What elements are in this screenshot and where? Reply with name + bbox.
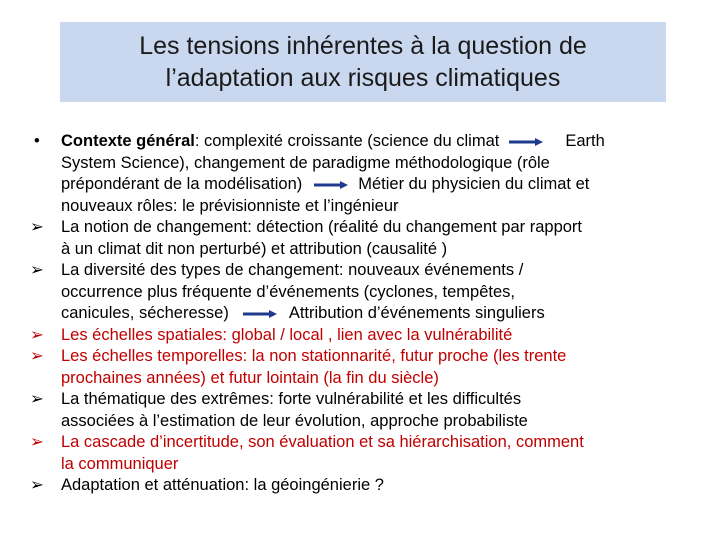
item-text: : complexité croissante (science du climat [194,132,500,150]
item-text: Adaptation et atténuation: la géoingénierie ? [61,476,384,494]
arrow-right-icon [243,310,277,318]
arrow-right-icon [509,138,543,146]
item-text: Les échelles temporelles: la non stationnarité, futur proche (les trente [61,347,567,365]
item-text: Métier du physicien du climat et [358,175,590,193]
list-item [0,432,720,475]
arrow-bullet-icon: ➢ [30,390,44,408]
item-text: Attribution d’événements singuliers [288,304,545,322]
item-text: canicules, sécheresse) [61,304,229,322]
item-heading: Contexte général [61,132,195,150]
arrow-bullet-icon: ➢ [30,347,44,365]
title-line-1: Les tensions inhérentes à la question de [139,32,587,60]
arrow-bullet-icon: ➢ [30,261,44,279]
item-text: prépondérant de la modélisation) [61,175,303,193]
item-text: La diversité des types de changement: nouveaux événements / [61,261,524,279]
item-text: La notion de changement: détection (réalité du changement par rapport [61,218,583,236]
item-text: occurrence plus fréquente d’événements (cyclones, tempêtes, [61,282,515,301]
item-text: la communiquer [61,454,179,473]
arrow-bullet-icon: ➢ [30,476,44,494]
item-text: La cascade d’incertitude, son évaluation et sa hiérarchisation, comment [61,433,584,451]
item-text: La thématique des extrêmes: forte vulnérabilité et les difficultés [61,390,522,408]
arrow-bullet-icon: ➢ [30,325,44,344]
list-item [0,325,720,347]
list-item [0,346,720,389]
item-text: à un climat dit non perturbé) et attribution (causalité ) [61,239,448,258]
bullet-dot-icon: • [34,132,40,150]
item-text: associées à l’estimation de leur évolution, approche probabiliste [61,411,528,430]
item-text: prochaines années) et futur lointain (la fin du siècle) [61,368,439,387]
item-text: System Science), changement de paradigme méthodologique (rôle [61,153,550,172]
arrow-bullet-icon: ➢ [30,433,44,451]
item-text: nouveaux rôles: le prévisionniste et l’ingénieur [61,196,399,215]
bullet-list [0,131,720,497]
arrow-bullet-icon: ➢ [30,218,44,236]
arrow-right-icon [314,181,348,189]
list-item [0,475,720,497]
list-item [0,217,720,260]
list-item [0,260,720,325]
list-item [0,389,720,432]
title-line-2: l’adaptation aux risques climatiques [165,64,561,92]
item-text: Les échelles spatiales: global / local , lien avec la vulnérabilité [61,325,513,344]
list-item [0,131,720,217]
item-text: Earth [565,132,605,150]
title-box [60,22,666,102]
